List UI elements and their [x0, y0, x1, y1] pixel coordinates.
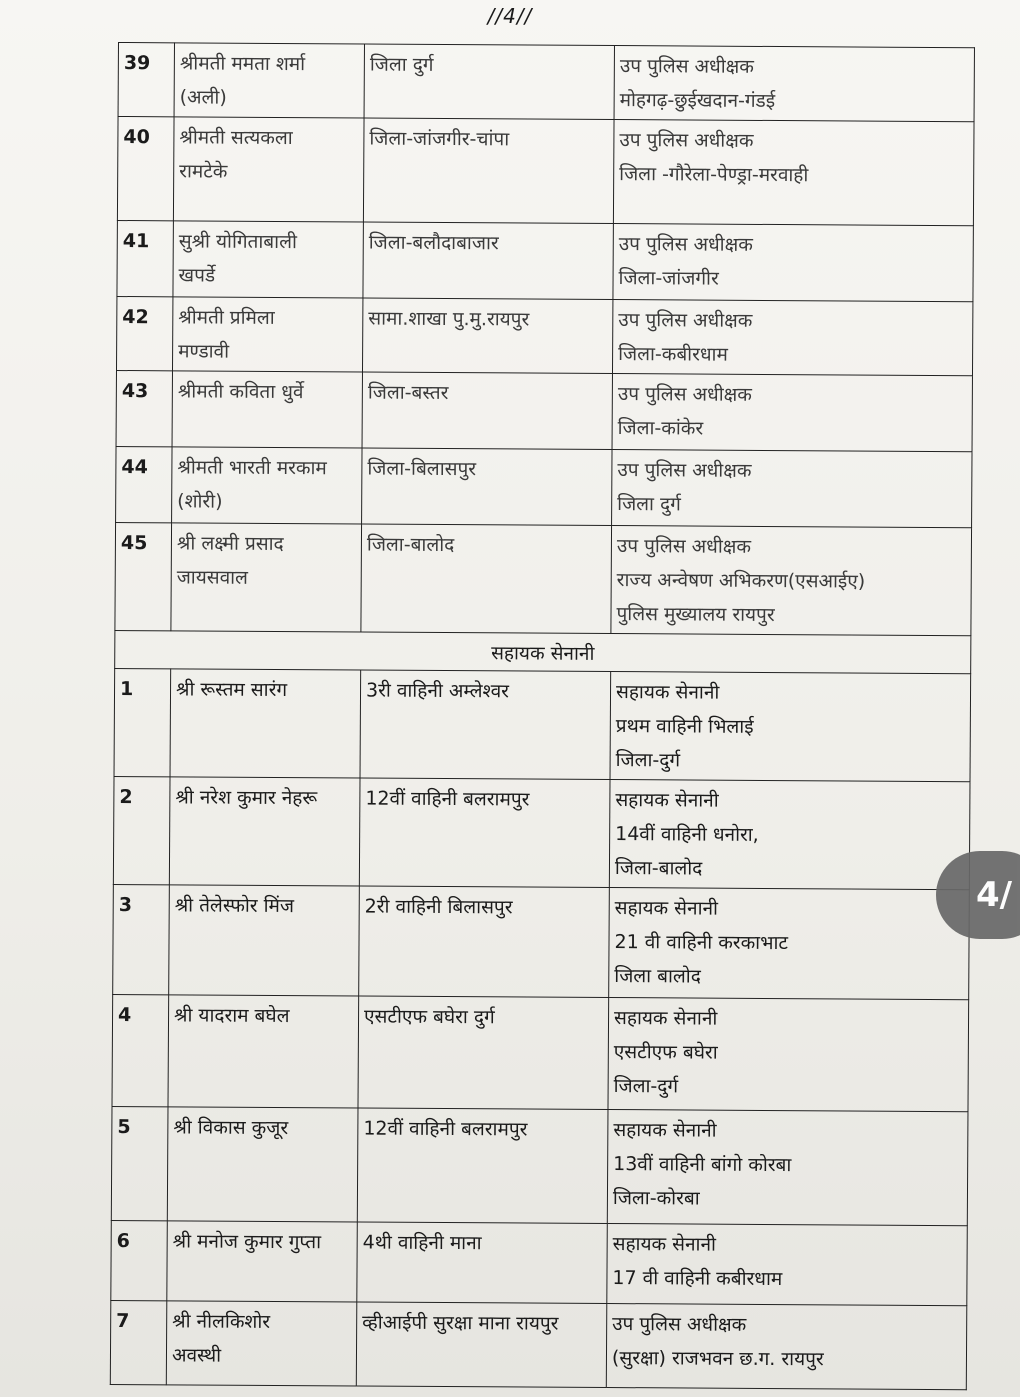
officer-name-cell: [170, 669, 361, 778]
new-posting-line: सहायक सेनानी: [613, 1119, 717, 1142]
current-posting-cell: [363, 222, 613, 300]
new-posting-line: जिला-कबीरधाम: [618, 343, 728, 366]
current-posting-cell: [364, 44, 614, 120]
new-posting-line: सहायक सेनानी: [615, 789, 719, 812]
page-number: //4//: [487, 4, 533, 28]
officer-name-line: श्री नरेश कुमार नेहरू: [175, 786, 318, 810]
new-posting-line: सहायक सेनानी: [614, 897, 719, 920]
table-row: [117, 220, 973, 301]
new-posting-line: पुलिस मुख्यालय रायपुर: [616, 603, 775, 627]
new-posting-line: उप पुलिस अधीक्षक: [618, 233, 753, 256]
current-posting-cell: [357, 1108, 608, 1224]
new-posting-line: जिला बालोद: [614, 965, 701, 988]
officer-name-cell: [167, 1221, 357, 1302]
new-posting-line: एसटीएफ बघेरा: [613, 1041, 718, 1064]
current-posting-cell: [356, 1302, 607, 1388]
dsp-rows: [115, 43, 975, 636]
serial-number-cell: 6: [111, 1220, 167, 1300]
table-row: [112, 994, 969, 1111]
current-posting-line: 4थी वाहिनी माना: [362, 1231, 482, 1255]
serial-number-cell: 39: [118, 43, 174, 117]
new-posting-line: उप पुलिस अधीक्षक: [619, 55, 754, 78]
serial-number-cell: 7: [110, 1300, 167, 1384]
officer-name-cell: [171, 523, 362, 632]
table-row: [113, 776, 970, 889]
current-posting-cell: [358, 996, 609, 1110]
new-posting-cell: [614, 46, 974, 122]
current-posting-line: जिला दुर्ग: [369, 53, 434, 76]
current-posting-cell: [361, 524, 612, 634]
table-row: [111, 1106, 968, 1225]
serial-number-cell: 44: [116, 446, 172, 522]
current-posting-line: सामा.शाखा पु.मु.रायपुर: [368, 307, 530, 331]
officer-name-cell: [168, 995, 359, 1108]
serial-number-cell: 42: [116, 296, 172, 370]
new-posting-cell: [606, 1304, 967, 1390]
officer-name-cell: [169, 885, 360, 996]
new-posting-line: उप पुलिस अधीक्षक: [618, 309, 753, 332]
table-row: [111, 1220, 967, 1305]
transfer-table: [110, 42, 975, 1390]
new-posting-line: सहायक सेनानी: [613, 1007, 718, 1030]
officer-name-line: अवस्थी: [171, 1344, 222, 1367]
new-posting-line: उप पुलिस अधीक्षक: [617, 383, 752, 406]
new-posting-cell: [610, 672, 971, 782]
officer-name-cell: [169, 777, 360, 886]
new-posting-line: मोहगढ़-छुईखदान-गंडई: [619, 89, 776, 113]
new-posting-line: सहायक सेनानी: [615, 681, 720, 704]
officer-name-line: श्रीमती भारती मरकाम: [177, 456, 327, 480]
serial-number-cell: 2: [113, 776, 170, 884]
officer-name-line: (अली): [179, 86, 227, 109]
current-posting-cell: [359, 778, 610, 888]
current-posting-line: 12वीं वाहिनी बलरामपुर: [365, 787, 530, 811]
current-posting-line: एसटीएफ बघेरा दुर्ग: [363, 1005, 495, 1029]
officer-name-cell: [172, 447, 362, 524]
officer-name-line: श्री मनोज कुमार गुप्ता: [172, 1230, 322, 1254]
current-posting-cell: [359, 886, 610, 998]
new-posting-cell: [608, 998, 969, 1112]
officer-name-cell: [166, 1301, 357, 1386]
serial-number-cell: 5: [111, 1106, 168, 1220]
officer-name-line: जायसवाल: [176, 566, 249, 589]
new-posting-cell: [609, 888, 970, 1000]
current-posting-line: जिला-बालोद: [366, 533, 455, 557]
table-row: [116, 370, 972, 451]
new-posting-cell: [613, 224, 973, 302]
serial-number-cell: 40: [117, 117, 174, 221]
serial-number-cell: 41: [117, 220, 173, 296]
table-row: [118, 43, 974, 122]
new-posting-line: राज्य अन्वेषण अभिकरण(एसआईए): [616, 569, 866, 593]
new-posting-line: प्रथम वाहिनी भिलाई: [615, 715, 754, 738]
officer-name-line: (शोरी): [177, 490, 223, 513]
table-row: [113, 884, 970, 999]
current-posting-line: 2री वाहिनी बिलासपुर: [364, 895, 513, 919]
officer-name-line: मण्डावी: [178, 340, 230, 363]
officer-name-cell: [172, 297, 362, 372]
serial-number-cell: 45: [115, 522, 172, 630]
new-posting-line: जिला-जांजगीर: [618, 267, 719, 290]
new-posting-line: उप पुलिस अधीक्षक: [612, 1313, 747, 1336]
new-posting-line: (सुरक्षा) राजभवन छ.ग. रायपुर: [611, 1347, 824, 1371]
current-posting-line: जिला-बस्तर: [367, 381, 449, 405]
new-posting-line: 17 वी वाहिनी कबीरधाम: [612, 1267, 783, 1291]
officer-name-line: श्री यादराम बघेल: [173, 1004, 290, 1028]
table-row: [114, 668, 971, 781]
table-row: [116, 446, 972, 527]
new-posting-line: उप पुलिस अधीक्षक: [616, 535, 752, 558]
serial-number-cell: 1: [114, 668, 171, 776]
new-posting-line: सहायक सेनानी: [612, 1233, 717, 1256]
new-posting-line: 13वीं वाहिनी बांगो कोरबा: [613, 1153, 792, 1177]
section-heading-row: [115, 630, 971, 673]
officer-name-line: श्रीमती प्रमिला: [178, 306, 275, 329]
current-posting-line: 3री वाहिनी अम्लेश्वर: [365, 679, 510, 703]
current-posting-cell: [357, 1222, 607, 1304]
officer-name-line: श्रीमती ममता शर्मा: [179, 52, 306, 76]
new-posting-line: 14वीं वाहिनी धनोरा,: [615, 823, 759, 846]
assistant-commandant-rows: [110, 668, 970, 1389]
officer-name-cell: [167, 1107, 358, 1222]
current-posting-line: जिला-जांजगीर-चांपा: [369, 127, 510, 151]
new-posting-cell: [612, 374, 972, 452]
table-row: [110, 1300, 966, 1389]
new-posting-line: जिला-कोरबा: [612, 1187, 700, 1210]
new-posting-line: जिला-कांकेर: [617, 417, 704, 440]
officer-name-line: खपर्डे: [178, 264, 216, 287]
current-posting-cell: [362, 372, 612, 450]
officer-name-cell: [172, 371, 362, 448]
current-posting-line: व्हीआईपी सुरक्षा माना रायपुर: [362, 1311, 559, 1335]
current-posting-line: जिला-बिलासपुर: [367, 457, 477, 481]
new-posting-cell: [607, 1224, 967, 1306]
new-posting-cell: [612, 450, 972, 528]
new-posting-line: उप पुलिस अधीक्षक: [617, 459, 752, 482]
officer-name-line: श्री तेलेस्फोर मिंज: [174, 894, 295, 918]
new-posting-line: जिला-बालोद: [614, 857, 703, 880]
section-heading: सहायक सेनानी: [115, 630, 971, 673]
current-posting-line: जिला-बलौदाबाजार: [368, 231, 499, 255]
officer-name-line: श्रीमती कविता धुर्वे: [177, 380, 304, 404]
officer-name-cell: [173, 117, 364, 222]
new-posting-cell: [612, 300, 972, 376]
new-posting-line: जिला दुर्ग: [617, 493, 681, 516]
new-posting-line: उप पुलिस अधीक्षक: [619, 129, 754, 152]
page-count-badge: 4/: [936, 851, 1020, 939]
table-row: [117, 117, 974, 226]
current-posting-cell: [360, 670, 611, 780]
serial-number-cell: 43: [116, 370, 172, 446]
table-row: [115, 522, 972, 635]
new-posting-cell: [611, 526, 972, 636]
officer-name-line: रामटेके: [179, 160, 228, 183]
officer-name-line: श्री रूस्तम सारंग: [175, 678, 288, 702]
current-posting-cell: [362, 298, 612, 374]
new-posting-cell: [607, 1110, 968, 1226]
new-posting-cell: [609, 780, 970, 890]
new-posting-line: 21 वी वाहिनी करकाभाट: [614, 931, 789, 955]
new-posting-cell: [613, 120, 974, 226]
officer-name-cell: [174, 43, 364, 118]
table-row: [116, 296, 972, 375]
officer-name-line: श्रीमती सत्यकला: [179, 126, 293, 150]
serial-number-cell: 4: [112, 994, 169, 1106]
current-posting-line: 12वीं वाहिनी बलरामपुर: [363, 1117, 528, 1141]
officer-name-line: श्री लक्ष्मी प्रसाद: [176, 532, 284, 556]
officer-name-line: सुश्री योगिताबाली: [178, 230, 297, 254]
new-posting-line: जिला -गौरेला-पेण्ड्रा-मरवाही: [619, 163, 809, 187]
serial-number-cell: 3: [113, 884, 170, 994]
officer-name-cell: [173, 221, 363, 298]
current-posting-cell: [363, 118, 614, 224]
current-posting-cell: [362, 448, 612, 526]
new-posting-line: जिला-दुर्ग: [615, 749, 681, 772]
new-posting-line: जिला-दुर्ग: [613, 1075, 679, 1098]
officer-name-line: श्री विकास कुजूर: [173, 1116, 289, 1140]
officer-name-line: श्री नीलकिशोर: [172, 1310, 271, 1333]
